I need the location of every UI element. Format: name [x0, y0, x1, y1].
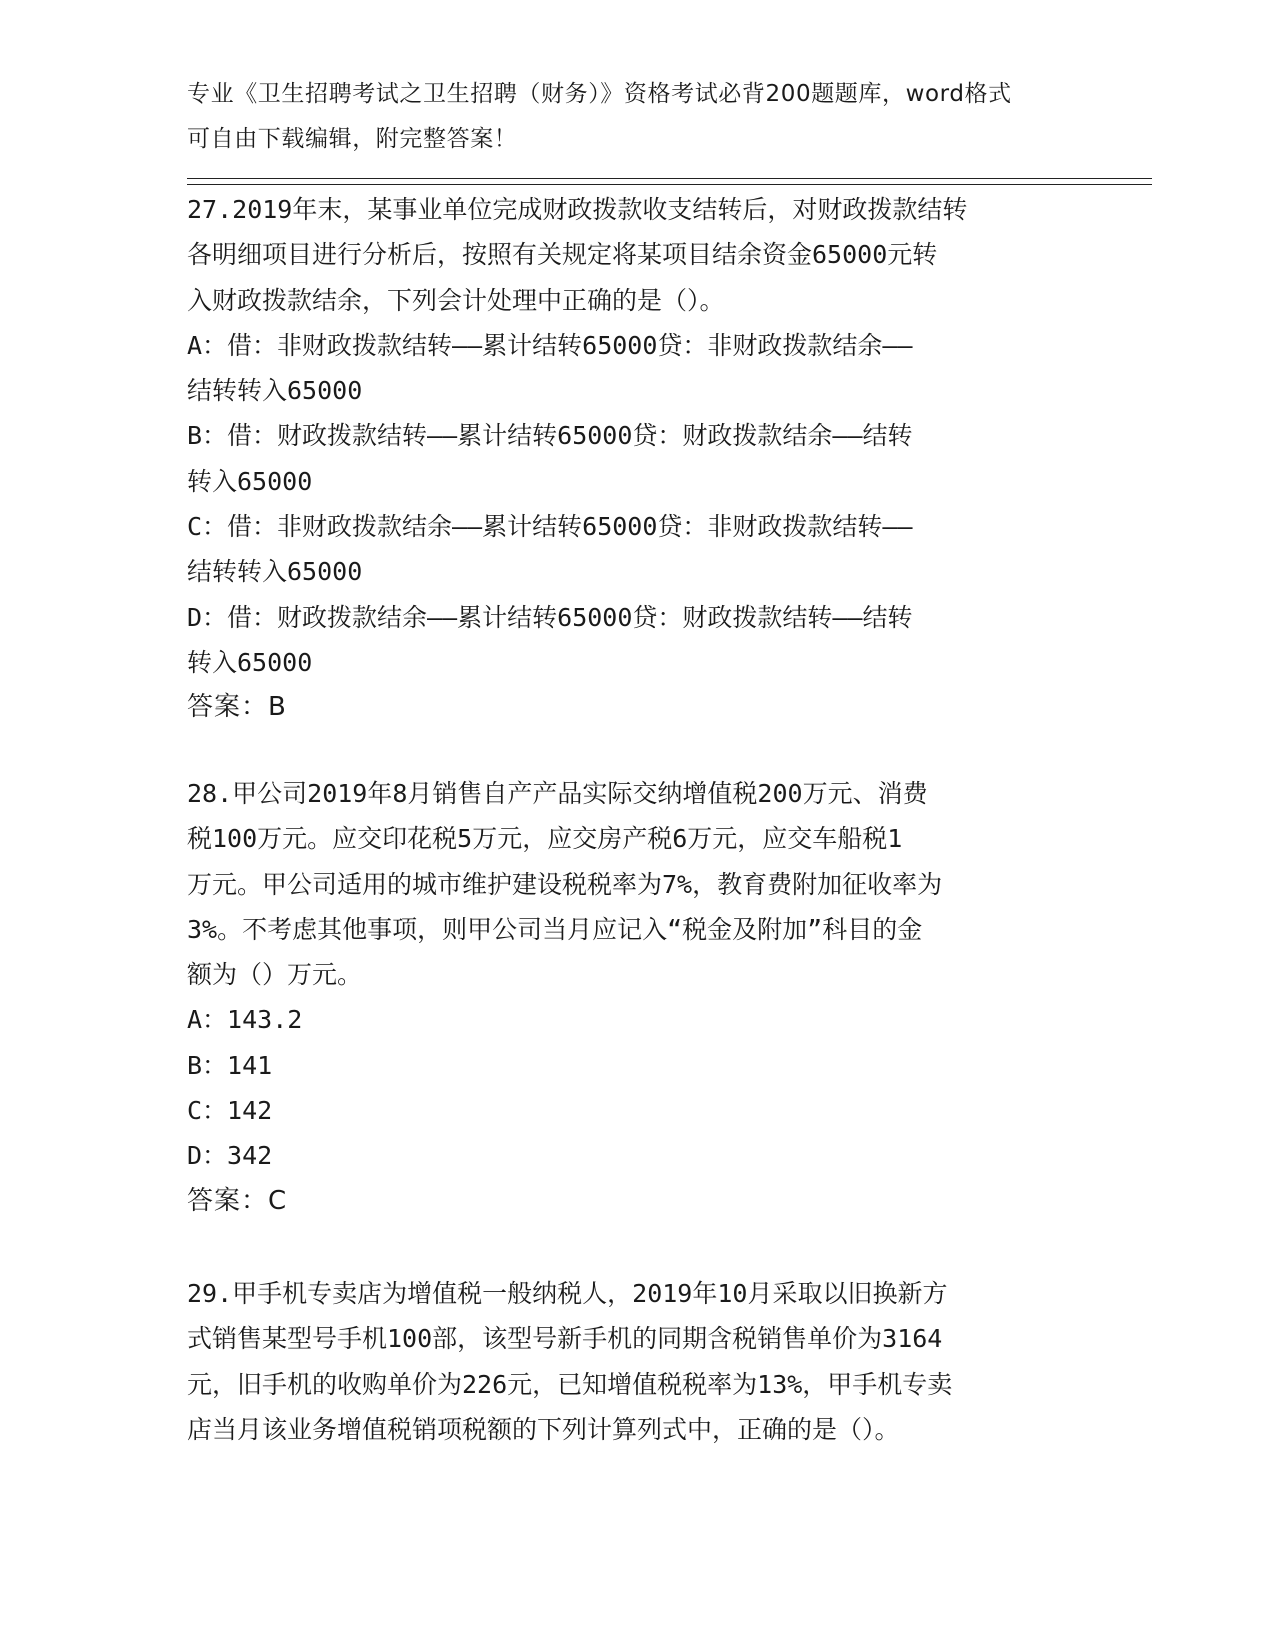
option-d-line: D：342: [187, 1141, 273, 1171]
question-text-line: 28.甲公司2019年8月销售自产产品实际交纳增值税200万元、消费: [187, 779, 928, 808]
option-a-line: 结转转入65000: [187, 376, 363, 406]
question-text-line: 元，旧手机的收购单价为226元，已知增值税税率为13%，甲手机专卖: [187, 1369, 953, 1399]
header-divider-top: [187, 178, 1152, 179]
question-text-line: 店当月该业务增值税销项税额的下列计算列式中，正确的是（）。: [187, 1414, 900, 1444]
header-subtitle-line: 可自由下载编辑，附完整答案！: [187, 126, 518, 153]
question-text-line: 额为（）万元。: [187, 960, 363, 990]
option-c-line: C：借：非财政拨款结余——累计结转65000贷：非财政拨款结转——: [187, 512, 913, 542]
question-text-line: 29.甲手机专卖店为增值税一般纳税人，2019年10月采取以旧换新方: [187, 1279, 948, 1308]
option-a-line: A：143.2: [187, 1005, 303, 1035]
question-text-line: 式销售某型号手机100部，该型号新手机的同期含税销售单价为3164: [187, 1324, 943, 1354]
question-text-line: 入财政拨款结余，下列会计处理中正确的是（）。: [187, 285, 725, 315]
option-b-line: B：借：财政拨款结转——累计结转65000贷：财政拨款结余——结转: [187, 421, 913, 451]
question-text-line: 27.2019年末，某事业单位完成财政拨款收支结转后，对财政拨款结转: [187, 195, 968, 224]
document-header: [187, 72, 1087, 163]
option-b-line: 转入65000: [187, 466, 313, 496]
question-27: [187, 187, 1087, 731]
option-a-line: A：借：非财政拨款结转——累计结转65000贷：非财政拨款结余——: [187, 330, 913, 360]
header-divider-bottom: [187, 184, 1152, 185]
question-text-line: 各明细项目进行分析后，按照有关规定将某项目结余资金65000元转: [187, 240, 938, 270]
option-d-line: 转入65000: [187, 647, 313, 677]
option-c-line: 结转转入65000: [187, 557, 363, 587]
answer-line: 答案：B: [187, 692, 287, 723]
option-b-line: B：141: [187, 1050, 273, 1080]
option-c-line: C：142: [187, 1096, 273, 1126]
question-28: [187, 771, 1087, 1224]
answer-line: 答案：C: [187, 1185, 288, 1216]
question-text-line: 万元。甲公司适用的城市维护建设税税率为7%，教育费附加征收率为: [187, 869, 943, 899]
question-text-line: 3%。不考虑其他事项，则甲公司当月应记入“税金及附加”科目的金: [187, 914, 923, 944]
question-29: [187, 1271, 1087, 1452]
option-d-line: D：借：财政拨款结余——累计结转65000贷：财政拨款结转——结转: [187, 602, 913, 632]
question-text-line: 税100万元。应交印花税5万元，应交房产税6万元，应交车船税1: [187, 824, 903, 854]
header-title-line: 专业《卫生招聘考试之卫生招聘（财务）》资格考试必背200题题库，word格式: [187, 81, 1012, 107]
